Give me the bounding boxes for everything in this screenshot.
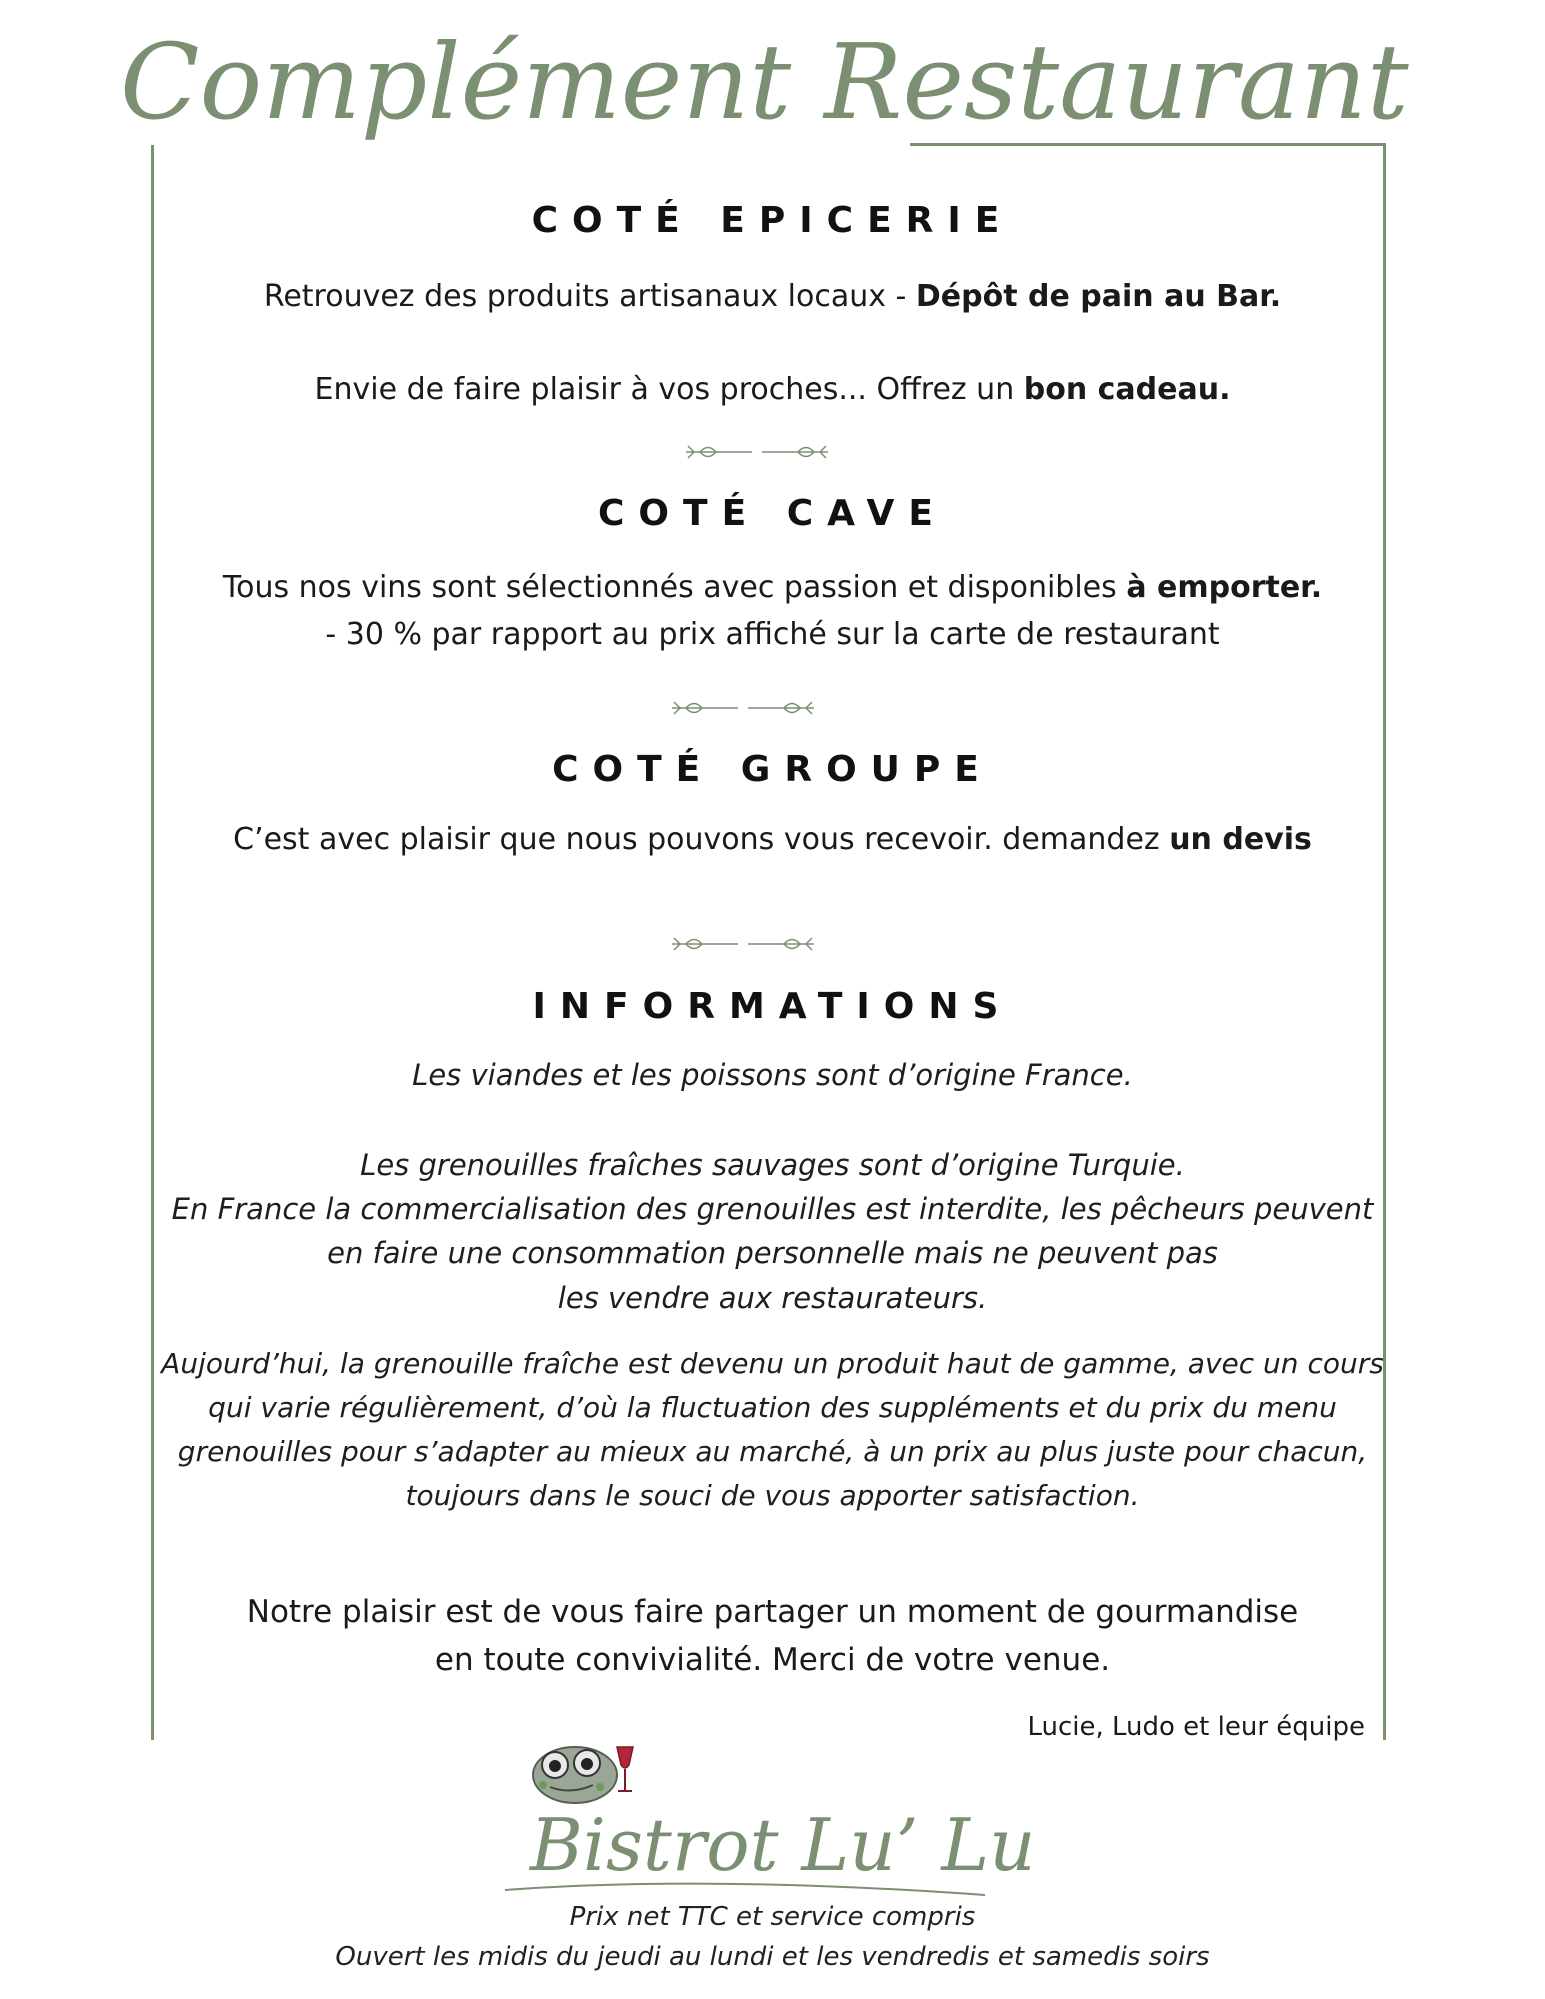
leaf-divider-icon xyxy=(682,440,832,464)
cave-line-2: - 30 % par rapport au prix affiché sur la carte de restaurant xyxy=(325,617,1220,652)
info-paragraph-2-line: Les grenouilles fraîches sauvages sont d’origine Turquie. xyxy=(360,1148,1185,1182)
frog-with-wine-glass-icon xyxy=(533,1747,633,1803)
logo-text: Bistrot Lu’ Lu xyxy=(530,1803,1036,1887)
closing-line-1: Notre plaisir est de vous faire partager un moment de gourmandise xyxy=(246,1594,1299,1630)
page-title xyxy=(110,0,1409,190)
info-paragraph-3-line: Aujourd’hui, la grenouille fraîche est devenu un produit haut de gamme, avec un cours xyxy=(161,1347,1384,1380)
cave-line-1-bold: à emporter. xyxy=(1126,570,1323,605)
leaf-divider-icon xyxy=(668,932,818,956)
info-paragraph-1: Les viandes et les poissons sont d’origine France. xyxy=(412,1058,1133,1092)
epicerie-line-2-bold: bon cadeau. xyxy=(1023,372,1231,407)
info-paragraph-3-line: qui varie régulièrement, d’où la fluctuation des suppléments et du prix du menu xyxy=(208,1391,1337,1424)
signature: Lucie, Ludo et leur équipe xyxy=(1027,1712,1365,1742)
groupe-line-1-bold: un devis xyxy=(1169,822,1312,857)
bistrot-lulu-logo xyxy=(505,1735,1036,1905)
epicerie-line-2 xyxy=(0,372,1545,407)
epicerie-line-1 xyxy=(0,279,1545,314)
epicerie-line-1-text: Retrouvez des produits artisanaux locaux - xyxy=(263,279,916,314)
leaf-divider-icon xyxy=(668,696,818,720)
info-paragraph-2-line: en faire une consommation personnelle mais ne peuvent pas xyxy=(327,1236,1218,1270)
info-paragraph-3-line: toujours dans le souci de vous apporter satisfaction. xyxy=(405,1479,1140,1512)
epicerie-line-1-bold: Dépôt de pain au Bar. xyxy=(915,279,1282,314)
info-paragraph-3-line: grenouilles pour s’adapter au mieux au marché, à un prix au plus juste pour chacun, xyxy=(177,1435,1368,1468)
section-heading-informations: INFORMATIONS xyxy=(532,986,1013,1027)
footer-line-1: Prix net TTC et service compris xyxy=(569,1902,976,1932)
epicerie-line-2-text: Envie de faire plaisir à vos proches... Offrez un xyxy=(314,372,1024,407)
info-paragraph-2-line: En France la commercialisation des grenouilles est interdite, les pêcheurs peuvent xyxy=(171,1192,1374,1226)
cave-line-1-text: Tous nos vins sont sélectionnés avec passion et disponibles xyxy=(222,570,1127,605)
footer-line-2: Ouvert les midis du jeudi au lundi et les vendredis et samedis soirs xyxy=(335,1942,1210,1972)
section-heading-epicerie: COTÉ EPICERIE xyxy=(531,200,1014,241)
info-paragraph-2-line: les vendre aux restaurateurs. xyxy=(557,1281,988,1315)
section-heading-cave: COTÉ CAVE xyxy=(598,493,947,534)
cave-line-1 xyxy=(0,570,1545,605)
groupe-line-1-text: C’est avec plaisir que nous pouvons vous recevoir. demandez xyxy=(233,822,1170,857)
closing-line-2: en toute convivialité. Merci de votre venue. xyxy=(434,1642,1111,1678)
groupe-line-1 xyxy=(0,822,1545,857)
page-title-text: Complément Restaurant xyxy=(120,21,1409,143)
section-heading-groupe: COTÉ GROUPE xyxy=(552,749,993,790)
